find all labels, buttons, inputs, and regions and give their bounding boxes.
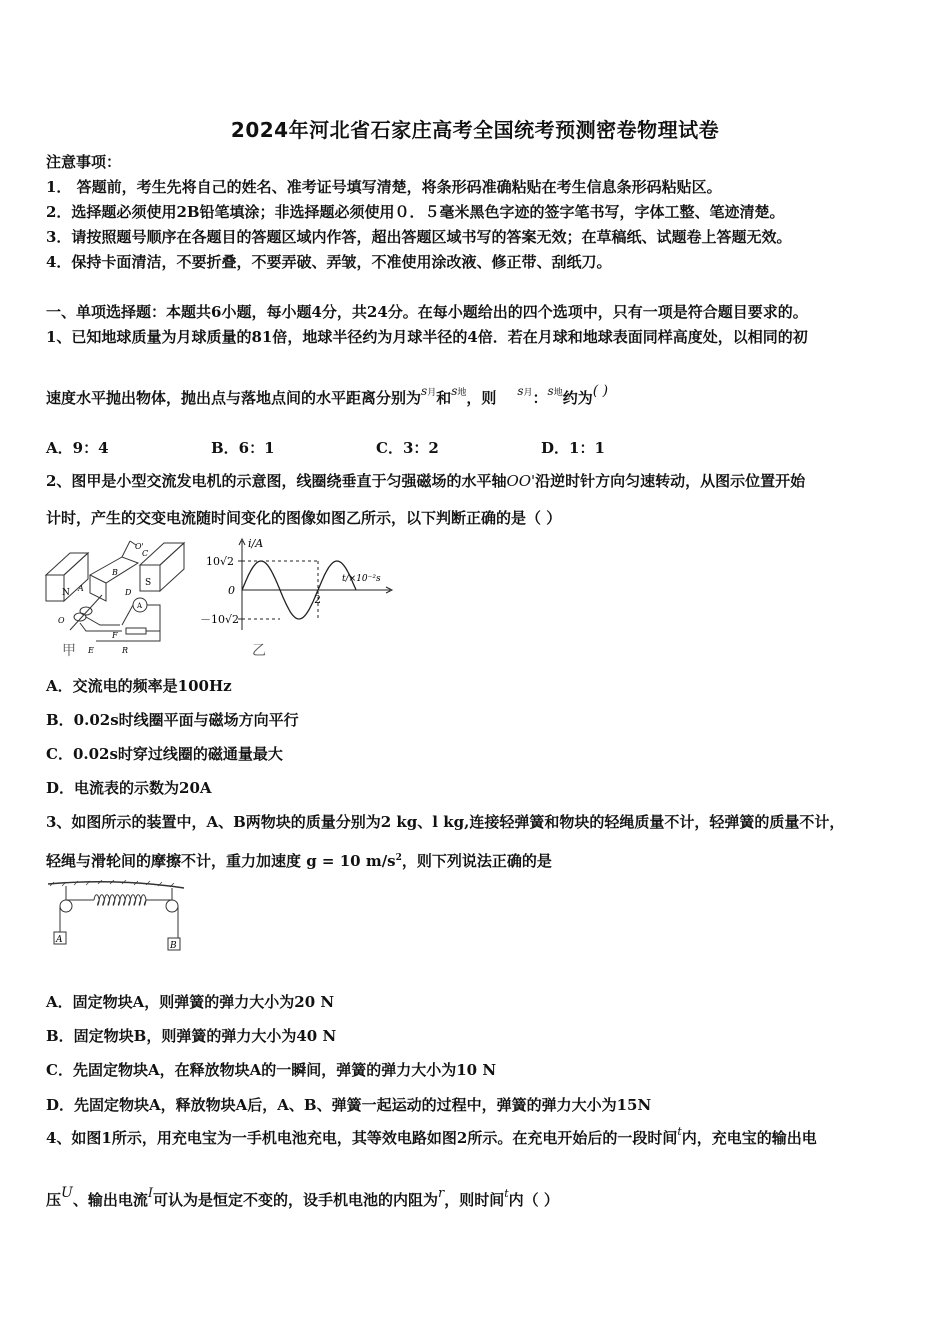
label-R: R	[122, 646, 129, 655]
s-moon-symbol-2: s月	[517, 384, 533, 398]
x-tick-2: 2	[314, 593, 321, 606]
q4-text-e2: 内（ ）	[508, 1191, 559, 1209]
spring-coil	[94, 895, 146, 906]
t-symbol: t	[677, 1125, 682, 1138]
q4-line-1	[46, 1125, 817, 1150]
q2-option-d: D．电流表的示数为20A	[46, 779, 212, 797]
block-B-label: B	[170, 941, 177, 951]
pulley-spring-diagram	[46, 880, 186, 952]
I-symbol: I	[147, 1186, 153, 1201]
q1-line-2	[46, 383, 609, 411]
label-E: E	[88, 646, 94, 655]
q1-colon: ：	[532, 389, 548, 407]
q2-option-a: A．交流电的频率是100Hz	[46, 677, 232, 695]
notice-item-4: 4．保持卡面清洁，不要折叠，不要弄破、弄皱，不准使用涂改液、修正带、刮纸刀。	[46, 253, 612, 271]
ammeter-label: A	[137, 602, 143, 610]
y-tick-max: 10√2	[206, 555, 235, 568]
label-D: D	[125, 588, 132, 597]
q1-option-d: D．1：1	[541, 439, 605, 457]
figure-yi-caption: 乙	[252, 643, 266, 659]
q3-option-a: A．固定物块A，则弹簧的弹力大小为20 N	[46, 993, 335, 1011]
q3-text-b: ，则下列说法正确的是	[401, 852, 552, 870]
q1-option-c: C．3：2	[376, 439, 439, 457]
s-moon-symbol: s月	[421, 384, 437, 398]
q3-text-a: 轻绳与滑轮间的摩擦不计，重力加速度 g = 10 m/s	[46, 852, 396, 870]
x-axis-label: t/×10⁻²s	[342, 574, 381, 584]
q3-option-c: C．先固定物块A，在释放物块A的一瞬间，弹簧的弹力大小为10 N	[46, 1061, 497, 1079]
notice-item-1: 1． 答题前，考生先将自己的姓名、准考证号填写清楚，将条形码准确粘贴在考生信息条形码粘贴区。	[46, 178, 722, 196]
q1-option-a: A．9：4	[46, 439, 109, 457]
label-F: F	[112, 631, 118, 640]
q4-text-a: 4、如图1所示，用充电宝为一手机电池充电，其等效电路如图2所示。在充电开始后的一段时间	[46, 1129, 678, 1147]
q2-option-c: C．0.02s时穿过线圈的磁通量最大	[46, 745, 283, 763]
notice-item-2: 2．选择题必须使用2B铅笔填涂；非选择题必须使用０．５毫米黑色字迹的签字笔书写，字体工整、笔迹清楚。	[46, 203, 785, 221]
section-heading: 一、单项选择题：本题共6小题，每小题4分，共24分。在每小题给出的四个选项中，只有一项是符合题目要求的。	[46, 303, 808, 321]
q1-and: 和	[436, 389, 452, 407]
q2-option-b: B．0.02s时线圈平面与磁场方向平行	[46, 711, 299, 729]
figure-jia-caption: 甲	[62, 643, 76, 659]
q4-text-d2: ，则时间	[444, 1191, 505, 1209]
label-A: A	[78, 584, 84, 593]
q2-axis-symbol: OO'	[506, 472, 536, 490]
notice-heading: 注意事项：	[46, 153, 122, 171]
q4-text-b: 内，充电宝的输出电	[681, 1129, 817, 1147]
block-A-label: A	[56, 935, 63, 945]
q4-text-b2: 、输出电流	[72, 1191, 148, 1209]
label-Oprime: O'	[135, 542, 144, 551]
q3-option-b: B．固定物块B，则弹簧的弹力大小为40 N	[46, 1027, 337, 1045]
t-symbol-2: t	[504, 1187, 509, 1200]
q4-text-c2: 可认为是恒定不变的，设手机电池的内阻为	[152, 1191, 438, 1209]
q3-option-d: D．先固定物块A，释放物块A后，A、B、弹簧一起运动的过程中，弹簧的弹力大小为15N	[46, 1096, 652, 1114]
q1-answer-paren: ( )	[592, 383, 609, 399]
q4-text-a2: 压	[46, 1191, 62, 1209]
origin-label: 0	[228, 584, 235, 597]
label-S: S	[145, 578, 152, 588]
notice-item-3: 3．请按照题号顺序在各题目的答题区域内作答，超出答题区域书写的答案无效；在草稿纸、试题卷上答题无效。	[46, 228, 792, 246]
r-symbol: r	[438, 1186, 445, 1201]
current-time-graph	[200, 535, 400, 635]
s-earth-symbol: s地	[451, 384, 467, 398]
label-N: N	[62, 588, 70, 598]
q1-option-b: B．6：1	[211, 439, 275, 457]
q1-line-1: 1、已知地球质量为月球质量的81倍，地球半径约为月球半径的4倍．若在月球和地球表面同样高度处，以相同的初	[46, 328, 808, 346]
label-O: O	[58, 616, 65, 625]
q1-approx: 约为	[562, 389, 593, 407]
q3-line-2	[46, 848, 552, 871]
q2-text-a: 2、图甲是小型交流发电机的示意图，线圈绕垂直于匀强磁场的水平轴	[46, 472, 507, 490]
q2-line-1	[46, 471, 805, 491]
label-B: B	[112, 568, 118, 577]
q2-text-b: 沿逆时针方向匀速转动，从图示位置开始	[535, 472, 806, 490]
y-axis-label: i/A	[248, 537, 264, 550]
U-symbol: U	[61, 1185, 73, 1201]
page-title: 2024年河北省石家庄高考全国统考预测密卷物理试卷	[230, 118, 720, 142]
q3-line-1: 3、如图所示的装置中，A、B两物块的质量分别为2 kg、l kg,连接轻弹簧和物块的轻绳质量不计，轻弹簧的质量不计，	[46, 813, 845, 831]
s-earth-symbol-2: s地	[547, 384, 563, 398]
q4-line-2	[46, 1185, 559, 1212]
y-tick-min: －10√2	[200, 613, 240, 626]
label-C: C	[142, 549, 149, 558]
q3-superscript: 2	[395, 853, 402, 863]
q1-then: ，则	[466, 389, 497, 407]
q2-line-2: 计时，产生的交变电流随时间变化的图像如图乙所示，以下判断正确的是（ ）	[46, 509, 562, 527]
q1-text-a: 速度水平抛出物体，抛出点与落地点间的水平距离分别为	[46, 389, 422, 407]
